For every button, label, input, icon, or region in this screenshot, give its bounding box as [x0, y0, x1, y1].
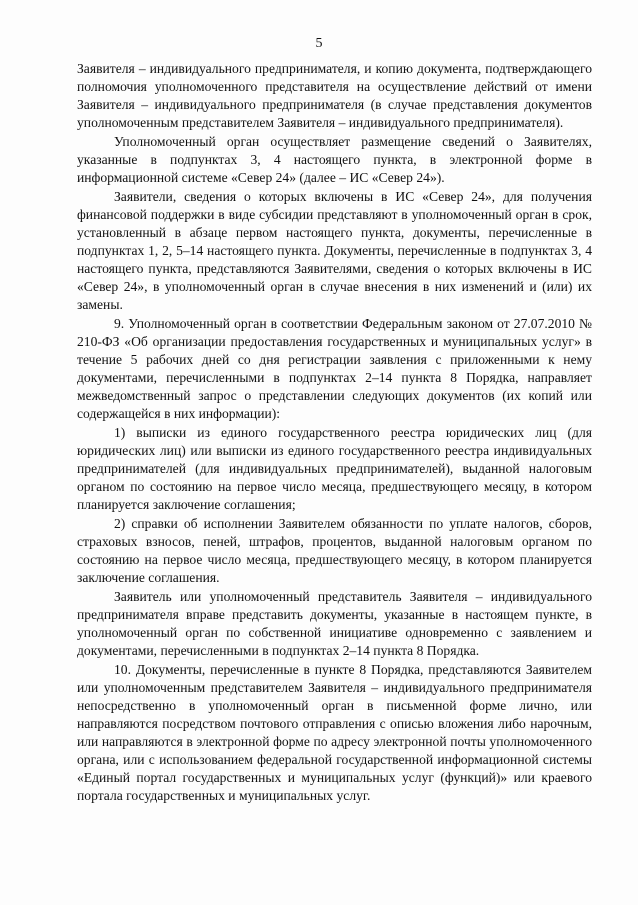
- paragraph-placement: Уполномоченный орган осуществляет размещение сведений о Заявителях, указанные в подпунктах 3, 4 настоящего пункта, в электронной форме в информационной системе «Север 24» (далее – ИС «Север 24»).: [77, 134, 592, 185]
- paragraph-clause-9: 9. Уполномоченный орган в соответствии Федеральным законом от 27.07.2010 № 210-ФЗ «Об организации предоставления государственных и муниципальных услуг» в течение 5 рабочих дней со дня регистрации заявления с приложенными к нему документами, перечисленными в подпунктах 2–14 пункта 8 Порядка, направляет межведомственный запрос о представлении следующих документов (их копий или содержащейся в них информации):: [77, 316, 592, 421]
- paragraph-own-initiative: Заявитель или уполномоченный представитель Заявителя – индивидуального предпринимателя вправе представить документы, указанные в настоящем пункте, в уполномоченный орган по собственной инициативе одновременно с заявлением и документами, перечисленными в подпунктах 2–14 пункта 8 Порядка.: [77, 589, 592, 658]
- paragraph-applicants: Заявители, сведения о которых включены в ИС «Север 24», для получения финансовой поддержки в виде субсидии представляют в уполномоченный орган в срок, установленный в абзаце первом настоящего пункта, документы, перечисленные в подпунктах 1, 2, 5–14 настоящего пункта. Документы, перечисленные в подпунктах 3, 4 настоящего пункта, представляются Заявителями, сведения о которых включены в ИС «Север 24», в уполномоченный орган в случае внесения в них изменений и (или) их замены.: [77, 189, 592, 312]
- paragraph-continuation: Заявителя – индивидуального предпринимателя, и копию документа, подтверждающего полномочия уполномоченного представителя на осуществление действий от имени Заявителя – индивидуального предпринимателя (в случае представления документов уполномоченным представителем Заявителя – индивидуального предпринимателя).: [77, 61, 592, 130]
- list-item-1: 1) выписки из единого государственного реестра юридических лиц (для юридических лиц) или выписки из единого государственного реестра индивидуальных предпринимателей (для индивидуальных предпринимателей), выданной налоговым органом по состоянию на первое число месяца, предшествующего месяцу, в котором планируется заключение соглашения;: [77, 425, 592, 512]
- paragraph-clause-10: 10. Документы, перечисленные в пункте 8 Порядка, представляются Заявителем или уполномоченным представителем Заявителя – индивидуального предпринимателя непосредственно в уполномоченный орган в письменной форме лично, или направляются посредством почтового отправления с описью вложения либо нарочным, или направляются в электронной форме по адресу электронной почты уполномоченного органа, или с использованием федеральной государственной информационной системы «Единый портал государственных и муниципальных услуг (функций)» или краевого портала государственных и муниципальных услуг.: [77, 662, 592, 803]
- document-body: [77, 60, 592, 806]
- list-item-2: 2) справки об исполнении Заявителем обязанности по уплате налогов, сборов, страховых взносов, пеней, штрафов, процентов, выданной налоговым органом по состоянию на первое число месяца, предшествующего месяцу, в котором планируется заключение соглашения.: [77, 516, 592, 585]
- page-number: 5: [315, 36, 323, 51]
